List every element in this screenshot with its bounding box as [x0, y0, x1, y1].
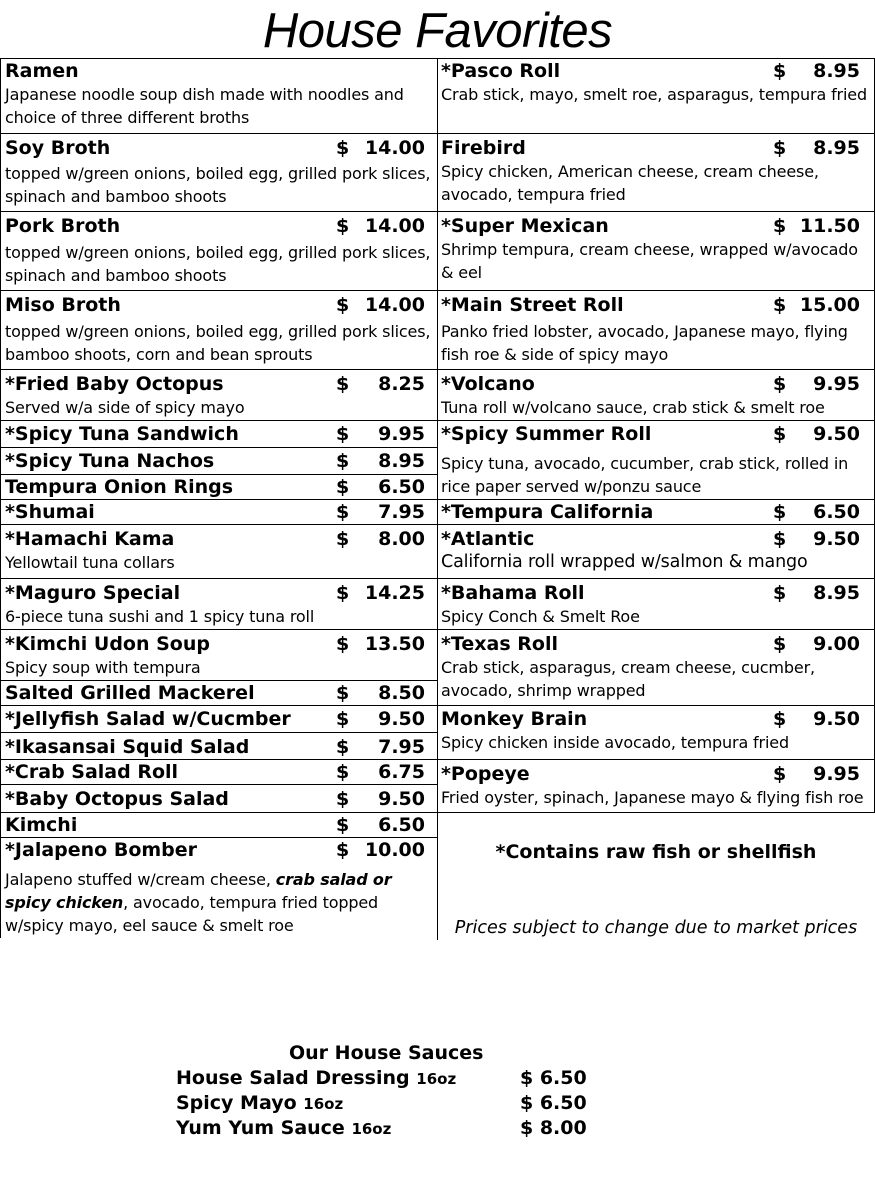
- item-name: Firebird: [441, 137, 526, 159]
- item-name: Miso Broth: [5, 294, 121, 316]
- item-dollar: $: [773, 294, 787, 316]
- sauces-heading: Our House Sauces: [289, 1042, 484, 1064]
- item-price: 9.95: [813, 763, 860, 785]
- item-description: topped w/green onions, boiled egg, grilled pork slices, spinach and bamboo shoots: [5, 164, 431, 206]
- menu-row: [0, 784, 437, 812]
- sauce-price: $ 8.00: [520, 1117, 587, 1139]
- item-dollar: $: [336, 761, 350, 783]
- item-dollar: $: [773, 633, 787, 655]
- menu-row: [0, 133, 437, 211]
- menu-row: [0, 812, 437, 837]
- item-name: Ramen: [5, 60, 79, 82]
- item-name: Soy Broth: [5, 137, 111, 159]
- menu-row: [0, 447, 437, 474]
- item-description: Shrimp tempura, cream cheese, wrapped w/avocado & eel: [441, 240, 858, 282]
- menu-row: [437, 759, 875, 813]
- sauce-price: $ 6.50: [520, 1092, 587, 1114]
- menu-row: [0, 680, 437, 705]
- item-price: 8.95: [813, 582, 860, 604]
- item-dollar: $: [336, 501, 350, 523]
- menu-row: [0, 578, 437, 629]
- item-name: *Volcano: [441, 373, 535, 395]
- sauce-size: 16oz: [351, 1120, 392, 1138]
- item-dollar: $: [336, 708, 350, 730]
- item-dollar: $: [336, 582, 350, 604]
- item-price: 8.50: [378, 682, 425, 704]
- item-name: *Hamachi Kama: [5, 528, 175, 550]
- item-price: 9.50: [813, 708, 860, 730]
- item-price: 9.50: [378, 708, 425, 730]
- house-sauces-section: [176, 1041, 596, 1141]
- item-price: 11.50: [799, 215, 860, 237]
- item-name: *Baby Octopus Salad: [5, 788, 229, 810]
- item-dollar: $: [336, 450, 350, 472]
- item-price: 10.00: [364, 839, 425, 861]
- item-description: Fried oyster, spinach, Japanese mayo & flying fish roe: [441, 788, 864, 807]
- menu-row: [0, 732, 437, 759]
- item-price: 14.00: [364, 294, 425, 316]
- item-description: California roll wrapped w/salmon & mango: [441, 552, 808, 572]
- page-title: House Favorites: [262, 4, 613, 58]
- item-name: *Pasco Roll: [441, 60, 561, 82]
- item-description: topped w/green onions, boiled egg, grilled pork slices, spinach and bamboo shoots: [5, 243, 431, 285]
- item-name: *Texas Roll: [441, 633, 558, 655]
- item-name: *Kimchi Udon Soup: [5, 633, 210, 655]
- item-name: *Atlantic: [441, 528, 535, 550]
- item-dollar: $: [336, 423, 350, 445]
- item-price: 9.95: [813, 373, 860, 395]
- item-description: Spicy chicken inside avocado, tempura fried: [441, 733, 789, 752]
- item-price: 9.50: [813, 423, 860, 445]
- item-name: *Jalapeno Bomber: [5, 839, 198, 861]
- item-price: 6.75: [378, 761, 425, 783]
- item-dollar: $: [773, 582, 787, 604]
- item-description: Tuna roll w/volcano sauce, crab stick & smelt roe: [441, 398, 825, 417]
- item-name: *Super Mexican: [441, 215, 609, 237]
- item-description: Spicy Conch & Smelt Roe: [441, 607, 640, 626]
- item-dollar: $: [773, 215, 787, 237]
- menu-row: [0, 474, 437, 499]
- raw-fish-notice: *Contains raw fish or shellfish: [495, 841, 817, 863]
- sauce-name: House Salad Dressing: [176, 1067, 410, 1089]
- item-name: *Spicy Tuna Nachos: [5, 450, 215, 472]
- item-description: Spicy tuna, avocado, cucumber, crab stick, rolled in rice paper served w/ponzu sauce: [441, 454, 849, 496]
- menu-row: [437, 211, 875, 290]
- item-description: Japanese noodle soup dish made with noodles and choice of three different broths: [5, 85, 404, 127]
- menu-row: [437, 369, 875, 420]
- item-name: *Main Street Roll: [441, 294, 624, 316]
- menu-row: [0, 211, 437, 290]
- item-price: 15.00: [799, 294, 860, 316]
- item-price: 14.00: [364, 215, 425, 237]
- item-name: Salted Grilled Mackerel: [5, 682, 255, 704]
- menu-row: [437, 499, 875, 524]
- menu-row: [0, 759, 437, 784]
- menu-row: [0, 58, 437, 133]
- item-name: Pork Broth: [5, 215, 121, 237]
- sauce-row: [176, 1116, 596, 1141]
- item-description: topped w/green onions, boiled egg, grilled pork slices, bamboo shoots, corn and bean sprouts: [5, 322, 431, 364]
- item-dollar: $: [773, 137, 787, 159]
- item-dollar: $: [336, 215, 350, 237]
- item-price: 9.00: [813, 633, 860, 655]
- menu-row: [437, 578, 875, 629]
- item-dollar: $: [773, 423, 787, 445]
- item-price: 9.50: [378, 788, 425, 810]
- item-name: *Maguro Special: [5, 582, 181, 604]
- item-price: 14.00: [364, 137, 425, 159]
- item-name: *Popeye: [441, 763, 530, 785]
- menu-row: [437, 133, 875, 211]
- item-description: Yellowtail tuna collars: [5, 553, 175, 572]
- sauce-row: [176, 1066, 596, 1091]
- menu-row: [437, 629, 875, 705]
- item-dollar: $: [773, 528, 787, 550]
- item-name: *Shumai: [5, 501, 95, 523]
- item-name: *Crab Salad Roll: [5, 761, 179, 783]
- menu-row: [437, 705, 875, 759]
- sauce-name: Spicy Mayo: [176, 1092, 297, 1114]
- menu-row: [0, 369, 437, 420]
- price-disclaimer: Prices subject to change due to market prices: [454, 918, 858, 938]
- item-description: Spicy chicken, American cheese, cream cheese, avocado, tempura fried: [441, 162, 819, 204]
- item-description: Panko fried lobster, avocado, Japanese mayo, flying fish roe & side of spicy mayo: [441, 322, 848, 364]
- item-name: *Ikasansai Squid Salad: [5, 736, 250, 758]
- menu-row: [437, 524, 875, 578]
- item-price: 8.95: [378, 450, 425, 472]
- item-dollar: $: [336, 528, 350, 550]
- item-name: Kimchi: [5, 814, 78, 836]
- sauce-size: 16oz: [303, 1095, 344, 1113]
- item-description: 6-piece tuna sushi and 1 spicy tuna roll: [5, 607, 315, 626]
- item-description: Crab stick, mayo, smelt roe, asparagus, tempura fried: [441, 85, 867, 104]
- menu-row: [0, 837, 437, 938]
- menu-row: [437, 58, 875, 133]
- item-dollar: $: [336, 814, 350, 836]
- item-dollar: $: [336, 736, 350, 758]
- item-dollar: $: [773, 501, 787, 523]
- item-dollar: $: [336, 373, 350, 395]
- menu-row: [0, 629, 437, 680]
- item-dollar: $: [336, 476, 350, 498]
- item-price: 8.95: [813, 137, 860, 159]
- item-price: 8.95: [813, 60, 860, 82]
- item-dollar: $: [773, 763, 787, 785]
- item-price: 13.50: [364, 633, 425, 655]
- item-price: 7.95: [378, 736, 425, 758]
- left-menu-column: [0, 58, 438, 940]
- item-name: *Bahama Roll: [441, 582, 585, 604]
- sauce-price: $ 6.50: [520, 1067, 587, 1089]
- item-name: Tempura Onion Rings: [5, 476, 234, 498]
- item-description: Jalapeno stuffed w/cream cheese, crab salad or spicy chicken, avocado, tempura fried topped w/spicy mayo, eel sauce & smelt roe: [5, 870, 392, 935]
- item-price: 9.50: [813, 528, 860, 550]
- menu-row: [0, 290, 437, 369]
- item-description: Crab stick, asparagus, cream cheese, cucmber, avocado, shrimp wrapped: [441, 658, 815, 700]
- item-dollar: $: [336, 839, 350, 861]
- item-price: 14.25: [364, 582, 425, 604]
- right-menu-column: [437, 58, 875, 813]
- item-name: Monkey Brain: [441, 708, 588, 730]
- menu-row: [0, 524, 437, 578]
- sauce-row: [176, 1091, 596, 1116]
- item-name: *Spicy Tuna Sandwich: [5, 423, 239, 445]
- item-name: *Fried Baby Octopus: [5, 373, 224, 395]
- item-price: 9.95: [378, 423, 425, 445]
- item-dollar: $: [336, 682, 350, 704]
- item-dollar: $: [773, 373, 787, 395]
- item-price: 6.50: [378, 476, 425, 498]
- item-price: 6.50: [813, 501, 860, 523]
- menu-row: [437, 420, 875, 499]
- menu-row: [0, 705, 437, 732]
- item-price: 7.95: [378, 501, 425, 523]
- sauce-name: Yum Yum Sauce: [176, 1117, 345, 1139]
- menu-row: [0, 420, 437, 447]
- menu-row: [437, 290, 875, 369]
- item-dollar: $: [336, 137, 350, 159]
- menu-row: [0, 499, 437, 524]
- item-name: *Jellyfish Salad w/Cucmber: [5, 708, 291, 730]
- item-description: Spicy soup with tempura: [5, 658, 201, 677]
- item-price: 6.50: [378, 814, 425, 836]
- item-price: 8.25: [378, 373, 425, 395]
- item-price: 8.00: [378, 528, 425, 550]
- item-name: *Spicy Summer Roll: [441, 423, 652, 445]
- item-dollar: $: [336, 294, 350, 316]
- item-dollar: $: [336, 788, 350, 810]
- item-name: *Tempura California: [441, 501, 654, 523]
- item-dollar: $: [336, 633, 350, 655]
- item-description: Served w/a side of spicy mayo: [5, 398, 245, 417]
- item-dollar: $: [773, 60, 787, 82]
- sauce-size: 16oz: [416, 1070, 457, 1088]
- item-dollar: $: [773, 708, 787, 730]
